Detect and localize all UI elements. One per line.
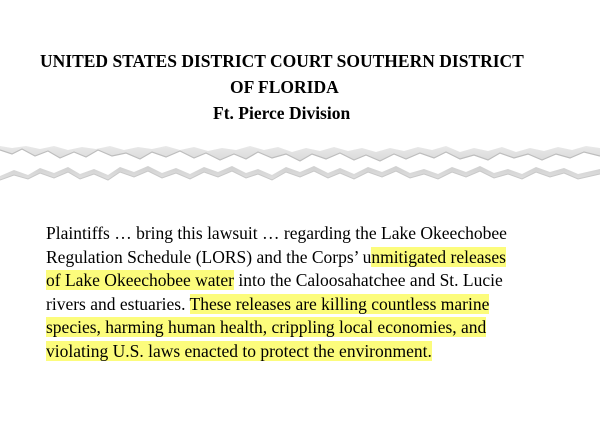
- court-division: Ft. Pierce Division: [213, 103, 351, 123]
- excerpt-line: [46, 340, 576, 364]
- highlighted-text: violating U.S. laws enacted to protect the environment.: [46, 340, 432, 361]
- excerpt-text: rivers and estuaries.: [46, 293, 190, 314]
- lawsuit-excerpt: [46, 222, 576, 363]
- torn-paper-divider: [0, 136, 600, 200]
- highlighted-text: species, harming human health, crippling local economies, and: [46, 317, 487, 337]
- excerpt-text: Regulation Schedule (LORS) and the Corps’ u: [46, 246, 372, 267]
- court-title-line-1: UNITED STATES DISTRICT COURT SOUTHERN DISTRICT: [40, 51, 524, 71]
- highlighted-text: These releases are killing countless marine: [189, 293, 490, 314]
- torn-paper-edge-graphic: [0, 136, 600, 200]
- excerpt-line: [46, 316, 576, 340]
- excerpt-line: [46, 293, 576, 317]
- excerpt-line: [46, 269, 576, 293]
- excerpt-text: Plaintiffs … bring this lawsuit … regarding the Lake Okeechobee: [46, 223, 507, 243]
- court-title-line-2: OF FLORIDA: [230, 77, 339, 97]
- highlighted-text: of Lake Okeechobee water: [46, 270, 235, 290]
- highlighted-text: nmitigated releases: [371, 246, 506, 267]
- excerpt-text: into the Caloosahatchee and St. Lucie: [234, 270, 503, 290]
- excerpt-line: [46, 246, 576, 270]
- excerpt-line: [46, 222, 576, 246]
